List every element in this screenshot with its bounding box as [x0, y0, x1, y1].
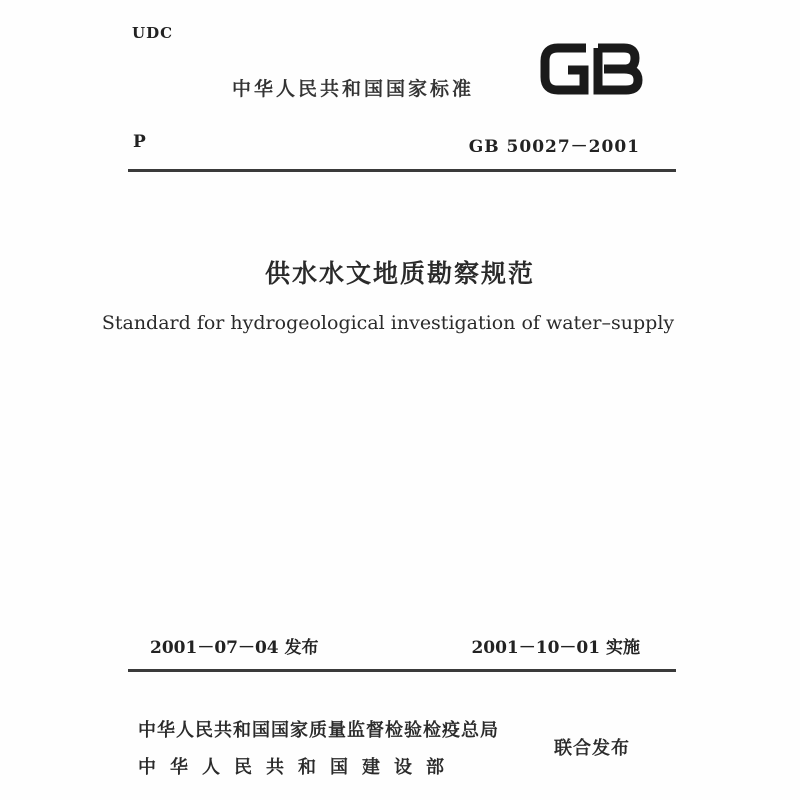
- publisher-aqsiq: 中华人民共和国国家质量监督检验检疫总局: [138, 720, 499, 741]
- classification-code: P: [133, 132, 146, 152]
- udc-label: UDC: [132, 24, 174, 42]
- issue-date: 2001－07－04 发布: [150, 638, 319, 658]
- bottom-divider: [128, 669, 676, 672]
- gb-logo-icon: [538, 40, 646, 98]
- publisher-ministry-construction: 中华人民共和国建设部: [138, 757, 458, 778]
- title-english: Standard for hydrogeological investigation of water–supply: [101, 312, 675, 334]
- standard-number: GB 50027－2001: [468, 137, 640, 157]
- top-divider: [128, 169, 676, 172]
- joint-publish-label: 联合发布: [554, 738, 630, 759]
- implementation-date: 2001－10－01 实施: [471, 638, 640, 658]
- national-standard-label: 中华人民共和国国家标准: [232, 78, 475, 100]
- title-chinese: 供水水文地质勘察规范: [264, 259, 535, 288]
